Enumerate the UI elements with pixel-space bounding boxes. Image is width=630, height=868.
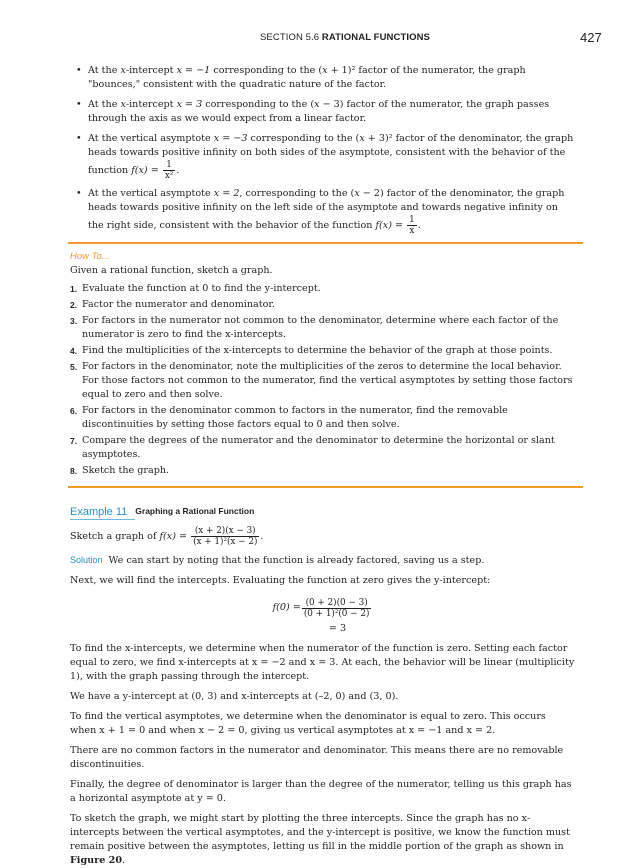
example-title: Graphing a Rational Function xyxy=(135,506,255,516)
bullet-item: • At the x-intercept x = −1 corresponding to the (x + 1)² factor of the numerator, the graph "bounces," consistent with the quadratic nature of the factor. xyxy=(76,65,526,90)
bullet-dot-icon: • xyxy=(76,188,82,199)
howto-step: 2. Factor the numerator and denominator. xyxy=(70,299,275,310)
fraction: $\frac{(0 + 2)(0 - 3)}{\text{(0 + 1)²(0 − 2)}}$ xyxy=(303,597,370,619)
horizontal-asymptote-paragraph: Finally, the degree of denominator is larger than the degree of the numerator, telling us this graph has a horizontal asymptote at y = 0. xyxy=(70,779,572,804)
x-intercept-paragraph: To find the x-intercepts, we determine when the numerator of the function is zero. Setting each factor equal to zero, we find x-intercepts at x = −2 and x = 3. At each, the behavior will be linear (multiplicity 1), with the graph passing through the intercept. xyxy=(70,643,575,682)
sketch-paragraph: To sketch the graph, we might start by plotting the three intercepts. Since the graph has no x-intercepts between the vertical asymptotes, and the y-intercept is positive, we know the function must remain positive between the asymptotes, letting us fill in the middle portion of the graph as shown in Figure 20. xyxy=(70,813,570,866)
howto-step: 8. Sketch the graph. xyxy=(70,465,170,476)
running-header xyxy=(0,30,630,46)
bullet-item: • At the vertical asymptote x = −3 corresponding to the (x + 3)² factor of the denominator, the graph heads towards positive infinity on both sides of the asymptote, consistent with the behavior of the function f(x) = $\frac{1}{\text{x²}}$ . xyxy=(76,133,574,181)
fraction: $\frac{(x + 2)(x - 3)}{\text{(x + 1)²(x − 2)}}$ xyxy=(193,526,258,547)
bullet-dot-icon: • xyxy=(76,133,82,144)
section-title: RATIONAL FUNCTIONS xyxy=(321,32,430,43)
equation-result: = 3 xyxy=(328,623,347,634)
howto-step: 5. For factors in the denominator, note the multiplicities of the zeros to determine the local behavior. For those factors not common to the numerator, find the vertical asymptotes by setting those factors equal to zero and then solve. xyxy=(70,361,573,400)
howto-box xyxy=(70,250,575,478)
bullet-item: • At the x-intercept x = 3 corresponding to the (x − 3) factor of the numerator, the graph passes through the axis as we would expect from a linear factor. xyxy=(76,99,550,124)
intercept-paragraph: Next, we will find the intercepts. Evaluating the function at zero gives the y-intercept: xyxy=(70,575,491,586)
solution-label: Solution xyxy=(70,555,103,565)
example-prompt: Sketch a graph of f(x) = $\frac{(x + 2)(x - 3)}{\text{(x + 1)²(x − 2)}}$ . xyxy=(70,526,264,547)
howto-bottom-divider xyxy=(68,486,583,488)
howto-steps xyxy=(70,282,575,478)
example-label: Example 11 xyxy=(70,505,135,520)
howto-top-divider xyxy=(68,242,583,244)
behavior-bullet-list xyxy=(70,64,575,236)
howto-step: 3. For factors in the numerator not common to the denominator, determine where each factor of the numerator is zero to find the x-intercepts. xyxy=(70,315,559,340)
bullet-dot-icon: • xyxy=(76,65,82,76)
fraction: $\frac{1}{x}$ xyxy=(409,215,415,236)
section-heading xyxy=(260,32,430,43)
bullet-item: • At the vertical asymptote x = 2, corresponding to the (x − 2) factor of the denominator, the graph heads towards positive infinity on the left side of the asymptote and towards negative infinity on the right side, consistent with the behavior of the function f(x) = $\frac{1}{x}$ . xyxy=(76,188,565,236)
howto-step: 1. Evaluate the function at 0 to find the y-intercept. xyxy=(70,283,321,294)
figure-reference: Figure 20 xyxy=(70,855,122,866)
vertical-asymptote-paragraph: To find the vertical asymptotes, we determine when the denominator is equal to zero. This occurs when x + 1 = 0 and when x − 2 = 0, giving us vertical asymptotes at x = −1 and x = 2. xyxy=(70,711,546,736)
howto-step: 4. Find the multiplicities of the x-intercepts to determine the behavior of the graph at those points. xyxy=(70,345,553,356)
howto-intro: Given a rational function, sketch a graph. xyxy=(70,265,273,276)
page-content xyxy=(70,64,575,868)
solution-intro: Solution We can start by noting that the function is already factored, saving us a step. xyxy=(70,555,485,566)
bullet-dot-icon: • xyxy=(76,99,82,110)
fraction: $\frac{1}{\text{x²}}$ xyxy=(164,160,174,181)
removable-discontinuity-paragraph: There are no common factors in the numerator and denominator. This means there are no removable discontinuities. xyxy=(70,745,564,770)
example-header xyxy=(70,504,575,520)
intercepts-summary: We have a y-intercept at (0, 3) and x-intercepts at (–2, 0) and (3, 0). xyxy=(70,691,399,702)
howto-step: 6. For factors in the denominator common to factors in the numerator, find the removable discontinuities by setting those factors equal to 0 and then solve. xyxy=(70,405,508,430)
howto-step: 7. Compare the degrees of the numerator and the denominator to determine the horizontal or slant asymptotes. xyxy=(70,435,555,460)
y-intercept-equation: f(0) = $\frac{(0 + 2)(0 - 3)}{\text{(0 + 1)²(0 − 2)}}$ = 3 xyxy=(70,594,575,636)
page-number: 427 xyxy=(580,30,602,45)
section-number: SECTION 5.6 xyxy=(260,32,320,43)
howto-label: How To... xyxy=(70,251,110,262)
